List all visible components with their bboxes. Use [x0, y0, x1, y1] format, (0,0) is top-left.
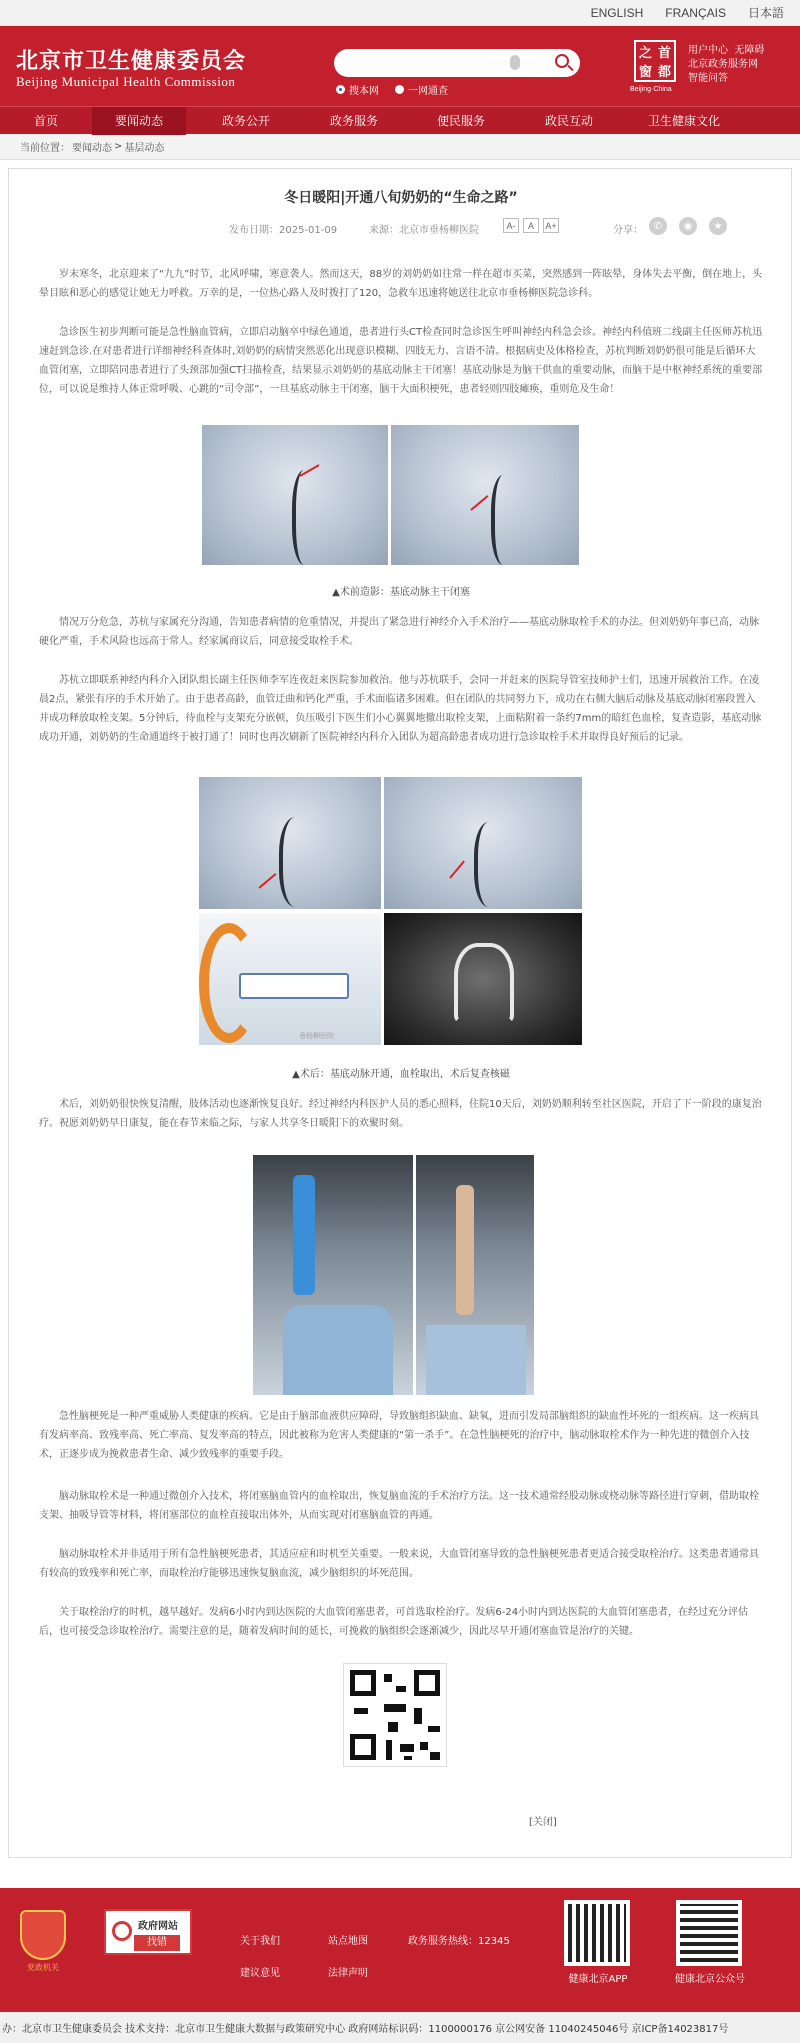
breadcrumb-grassroots[interactable]: 基层动态 — [124, 143, 165, 154]
qr-module — [428, 1726, 440, 1732]
app-qr-code — [564, 1900, 630, 1966]
site-footer — [0, 1888, 800, 2012]
breadcrumb-label: 当前位置： — [20, 143, 70, 154]
language-bar — [0, 0, 800, 26]
party-gov-emblem[interactable] — [20, 1910, 66, 1970]
close-link[interactable]: [关闭] — [529, 1817, 557, 1828]
seal-char: 窗 — [638, 65, 652, 80]
accessibility-link[interactable]: 无障碍 — [734, 45, 765, 56]
share-label: 分享： — [613, 225, 643, 236]
article-qr-code — [343, 1663, 447, 1767]
weibo-share-icon[interactable]: ◉ — [679, 217, 697, 235]
microphone-icon[interactable] — [510, 55, 520, 70]
vessel-tree-shape — [454, 943, 514, 1023]
radio-unchecked-icon — [395, 85, 404, 94]
footer-sitemap-link[interactable]: 站点地图 — [328, 1936, 368, 1947]
nav-news[interactable]: 要闻动态 — [92, 107, 186, 135]
rehab-photo-2 — [416, 1155, 534, 1395]
main-nav — [0, 106, 800, 134]
qr-module — [384, 1704, 406, 1712]
search-input[interactable] — [344, 56, 504, 70]
mra-image — [384, 913, 582, 1045]
quick-links — [688, 44, 764, 86]
nav-gov-service[interactable]: 政务服务 — [329, 113, 378, 128]
rehab-photo-1 — [253, 1155, 413, 1395]
breadcrumb-separator: > — [114, 141, 123, 152]
wechat-qr-label: 健康北京公众号 — [675, 1974, 745, 1985]
red-arrow-icon — [449, 861, 465, 879]
red-arrow-icon — [470, 495, 488, 511]
qr-module — [400, 1744, 414, 1752]
article-paragraph: 急诊医生初步判断可能是急性脑血管病，立即启动脑卒中绿色通道，患者进行头CT检查同时急诊医生呼叫神经内科急会诊。神经内科值班二线副主任医师苏杭迅速赶到急诊.在对患者进行详细神经科查体时,刘奶奶的病情突然恶化出现意识模糊、四肢无力、言语不清。根据病史及体格检查，苏杭判断刘奶奶很可能是后循环大血管闭塞，立即陪同患者进行了头颈部加强CT扫描检查，结果显示刘奶奶的基底动脉主干闭塞！基底动脉是为脑干供血的重要动脉，而脑干是中枢神经系统的重要部位，可以说是维持人体正常呼吸、心跳的“司令部”，一旦基底动脉主干闭塞，脑干大面积梗死，患者轻则四肢瘫痪，重则危及生命！ — [39, 327, 763, 395]
angiography-image-preop-2 — [391, 425, 579, 565]
favorite-share-icon[interactable]: ★ — [709, 217, 727, 235]
thrombus-photo — [199, 913, 381, 1045]
article-paragraph: 急性脑梗死是一种严重威胁人类健康的疾病。它是由于脑部血液供应障碍，导致脑组织缺血、缺氧，进而引发局部脑组织的缺血性坏死的一组疾病。这一疾病具有发病率高、致残率高、死亡率高、复发率高的特点，因此被称为危害人类健康的“第一杀手”。在急性脑梗死的治疗中，脑动脉取栓术作为一种先进的微创介入技术，正逐步成为挽救患者生命、减少致残率的重要手段。 — [39, 1411, 759, 1460]
footer-hotline: 政务服务热线：12345 — [408, 1936, 510, 1947]
bed-shape — [426, 1325, 526, 1395]
qr-module — [384, 1674, 392, 1682]
seal-char: 之 — [638, 46, 652, 61]
radio-site-search[interactable] — [336, 82, 379, 97]
nav-public-service[interactable]: 便民服务 — [436, 113, 485, 128]
app-qr-label: 健康北京APP — [568, 1974, 628, 1985]
radio-all-search[interactable] — [395, 82, 448, 97]
article-title: 冬日暖阳|开通八旬奶奶的“生命之路” — [284, 190, 518, 206]
qr-module — [396, 1686, 406, 1692]
vessel-shape — [491, 475, 521, 565]
radio-site-label: 搜本网 — [349, 86, 379, 97]
patient-shape — [283, 1305, 393, 1395]
article-paragraph: 术后，刘奶奶很快恢复清醒，肢体活动也逐渐恢复良好。经过神经内科医护人员的悉心照料，住院10天后，刘奶奶顺利转至社区医院，开启了下一阶段的康复治疗。祝愿刘奶奶早日康复，能在春节来临之际，与家人共享冬日暖阳下的欢聚时刻。 — [39, 1099, 762, 1129]
font-smaller-button[interactable]: A- — [503, 218, 519, 233]
qr-module — [420, 1742, 428, 1750]
image-caption-postop: ▲术后：基底动脉开通，血栓取出，术后复查核磁 — [292, 1069, 510, 1080]
search-box — [334, 49, 550, 77]
nav-interaction[interactable]: 政民互动 — [544, 113, 593, 128]
image-watermark: 垂杨柳医院 — [299, 1032, 334, 1040]
font-larger-button[interactable]: A+ — [543, 218, 559, 233]
angiography-image-postop-1 — [199, 777, 381, 909]
site-title-en[interactable]: Beijing Municipal Health Commission — [16, 74, 236, 89]
nav-health-culture[interactable]: 卫生健康文化 — [647, 113, 720, 128]
qr-module — [354, 1708, 368, 1714]
gov-service-link[interactable]: 北京政务服务网 — [688, 59, 758, 70]
user-center-link[interactable]: 用户中心 — [688, 45, 728, 56]
search-scope — [336, 82, 448, 97]
smart-qa-link[interactable]: 智能问答 — [688, 73, 728, 84]
emblem-icon — [20, 1910, 66, 1960]
image-caption-preop: ▲术前造影：基底动脉主干闭塞 — [332, 587, 470, 598]
qr-finder — [414, 1670, 440, 1696]
seal-char: 首 — [657, 46, 671, 61]
qr-finder — [350, 1670, 376, 1696]
footer-copyright: 办：北京市卫生健康委员会 技术支持：北京市卫生健康大数据与政策研究中心 政府网站标识码：1100000176 京公网安备 11040245046号 京ICP备14023817号 — [0, 2012, 800, 2043]
seal-char: 都 — [657, 65, 671, 80]
footer-legal-link[interactable]: 法律声明 — [328, 1968, 368, 1979]
search-icon-handle — [567, 65, 573, 71]
angiography-image-postop-2 — [384, 777, 582, 909]
lang-japanese-link[interactable]: 日本語 — [747, 6, 784, 20]
lang-english-link[interactable]: ENGLISH — [590, 5, 644, 20]
gov-badge-sub: 找错 — [134, 1935, 180, 1951]
vessel-shape — [292, 470, 322, 565]
vessel-shape — [279, 817, 319, 907]
gov-site-error-report-badge[interactable] — [104, 1909, 192, 1955]
qr-module — [388, 1722, 398, 1732]
qr-finder — [350, 1734, 376, 1760]
article-paragraph: 情况万分危急，苏杭与家属充分沟通，告知患者病情的危重情况，并提出了紧急进行神经介入手术治疗——基底动脉取栓手术的办法。但刘奶奶年事已高，动脉硬化严重，手术风险也远高于常人。经家属商议后，同意接受取栓手术。 — [39, 617, 759, 647]
site-header — [0, 26, 800, 106]
font-normal-button[interactable]: A — [523, 218, 539, 233]
article-paragraph: 岁末寒冬，北京迎来了“九九”时节，北风呼啸，寒意袭人。然而这天，88岁的刘奶奶如往常一样在超市买菜，突然感到一阵眩晕，身体失去平衡，倒在地上，头晕目眩和恶心的感觉让她无力呼救。万幸的是，一位热心路人及时拨打了120，急救车迅速将她送往北京市垂杨柳医院急诊科。 — [39, 269, 763, 299]
search-button[interactable] — [550, 49, 580, 77]
qr-module — [430, 1752, 440, 1760]
emblem-label: 党政机关 — [27, 1963, 59, 1972]
breadcrumb-news[interactable]: 要闻动态 — [72, 143, 112, 154]
article-source: 来源：北京市垂杨柳医院 — [369, 225, 479, 236]
qr-module — [414, 1708, 422, 1724]
article-container — [8, 168, 792, 1858]
site-title-cn[interactable]: 北京市卫生健康委员会 — [16, 48, 247, 74]
capital-window-logo[interactable] — [634, 40, 676, 82]
angiography-image-preop-1 — [202, 425, 388, 565]
nav-gov-open[interactable]: 政务公开 — [221, 113, 270, 128]
qr-module — [404, 1756, 412, 1760]
nav-home[interactable]: 首页 — [33, 113, 58, 128]
red-arrow-icon — [258, 873, 276, 889]
capital-window-subtitle: Beijing·China — [630, 86, 672, 93]
footer-about-link[interactable]: 关于我们 — [240, 1936, 280, 1947]
radio-checked-icon — [336, 85, 345, 94]
leg-brace-shape — [293, 1175, 315, 1295]
catheter-coil-shape — [199, 923, 259, 1043]
magnifier-icon — [112, 1921, 132, 1941]
publish-date: 发布日期：2025-01-09 — [229, 225, 338, 236]
lang-french-link[interactable]: FRANÇAIS — [665, 5, 726, 20]
article-paragraph: 脑动脉取栓术是一种通过微创介入技术，将闭塞脑血管内的血栓取出，恢复脑血流的手术治疗方法。这一技术通常经股动脉或桡动脉等路径进行穿刺，借助取栓支架、抽吸导管等材料，将闭塞部位的血栓直接取出体外，从而实现对闭塞脑血管的再通。 — [39, 1491, 759, 1521]
wechat-qr-code — [676, 1900, 742, 1966]
article-paragraph: 脑动脉取栓术并非适用于所有急性脑梗死患者，其适应症和时机至关重要。一般来说，大血管闭塞导致的急性脑梗死患者更适合接受取栓治疗。这类患者通常具有较高的致残率和死亡率，而取栓治疗能够迅速恢复脑血流，减少脑组织的坏死范围。 — [39, 1549, 759, 1579]
wechat-share-icon[interactable]: ✆ — [649, 217, 667, 235]
footer-feedback-link[interactable]: 建议意见 — [240, 1968, 280, 1979]
article-paragraph: 苏杭立即联系神经内科介入团队组长副主任医师李军连夜赶来医院参加救治。他与苏杭联手，会同一并赶来的医院导管室技师护士们，迅速开展救治工作。在凌晨2点，紧张有序的手术开始了。由于患者高龄，血管迂曲和钙化严重，手术面临诸多困难。但在团队的共同努力下，成功在右侧大脑后动脉及基底动脉闭塞段置入并成功释放取栓支架。5分钟后，待血栓与支架充分嵌顿，负压吸引下医生们小心翼翼地撤出取栓支架，上面粘附着一条约7mm的暗红色血栓，复查造影，基底动脉成功开通，刘奶奶的生命通道终于被打通了！同时也再次刷新了医院神经内科介入团队为超高龄患者成功进行急诊取栓手术并取得良好预后的记录。 — [39, 675, 762, 743]
breadcrumb — [0, 134, 800, 160]
raised-leg-shape — [456, 1185, 474, 1315]
gov-badge-title: 政府网站 — [138, 1921, 178, 1932]
vessel-shape — [474, 822, 510, 907]
article-paragraph: 关于取栓治疗的时机，越早越好。发病6小时内到达医院的大血管闭塞患者，可首选取栓治疗。发病6-24小时内到达医院的大血管闭塞患者，在经过充分评估后，也可接受急诊取栓治疗。需要注意的是，随着发病时间的延长，可挽救的脑组织会逐渐减少，因此尽早开通闭塞血管是治疗的关键。 — [39, 1607, 749, 1637]
radio-all-label: 一网通查 — [408, 86, 448, 97]
qr-module — [386, 1740, 392, 1760]
